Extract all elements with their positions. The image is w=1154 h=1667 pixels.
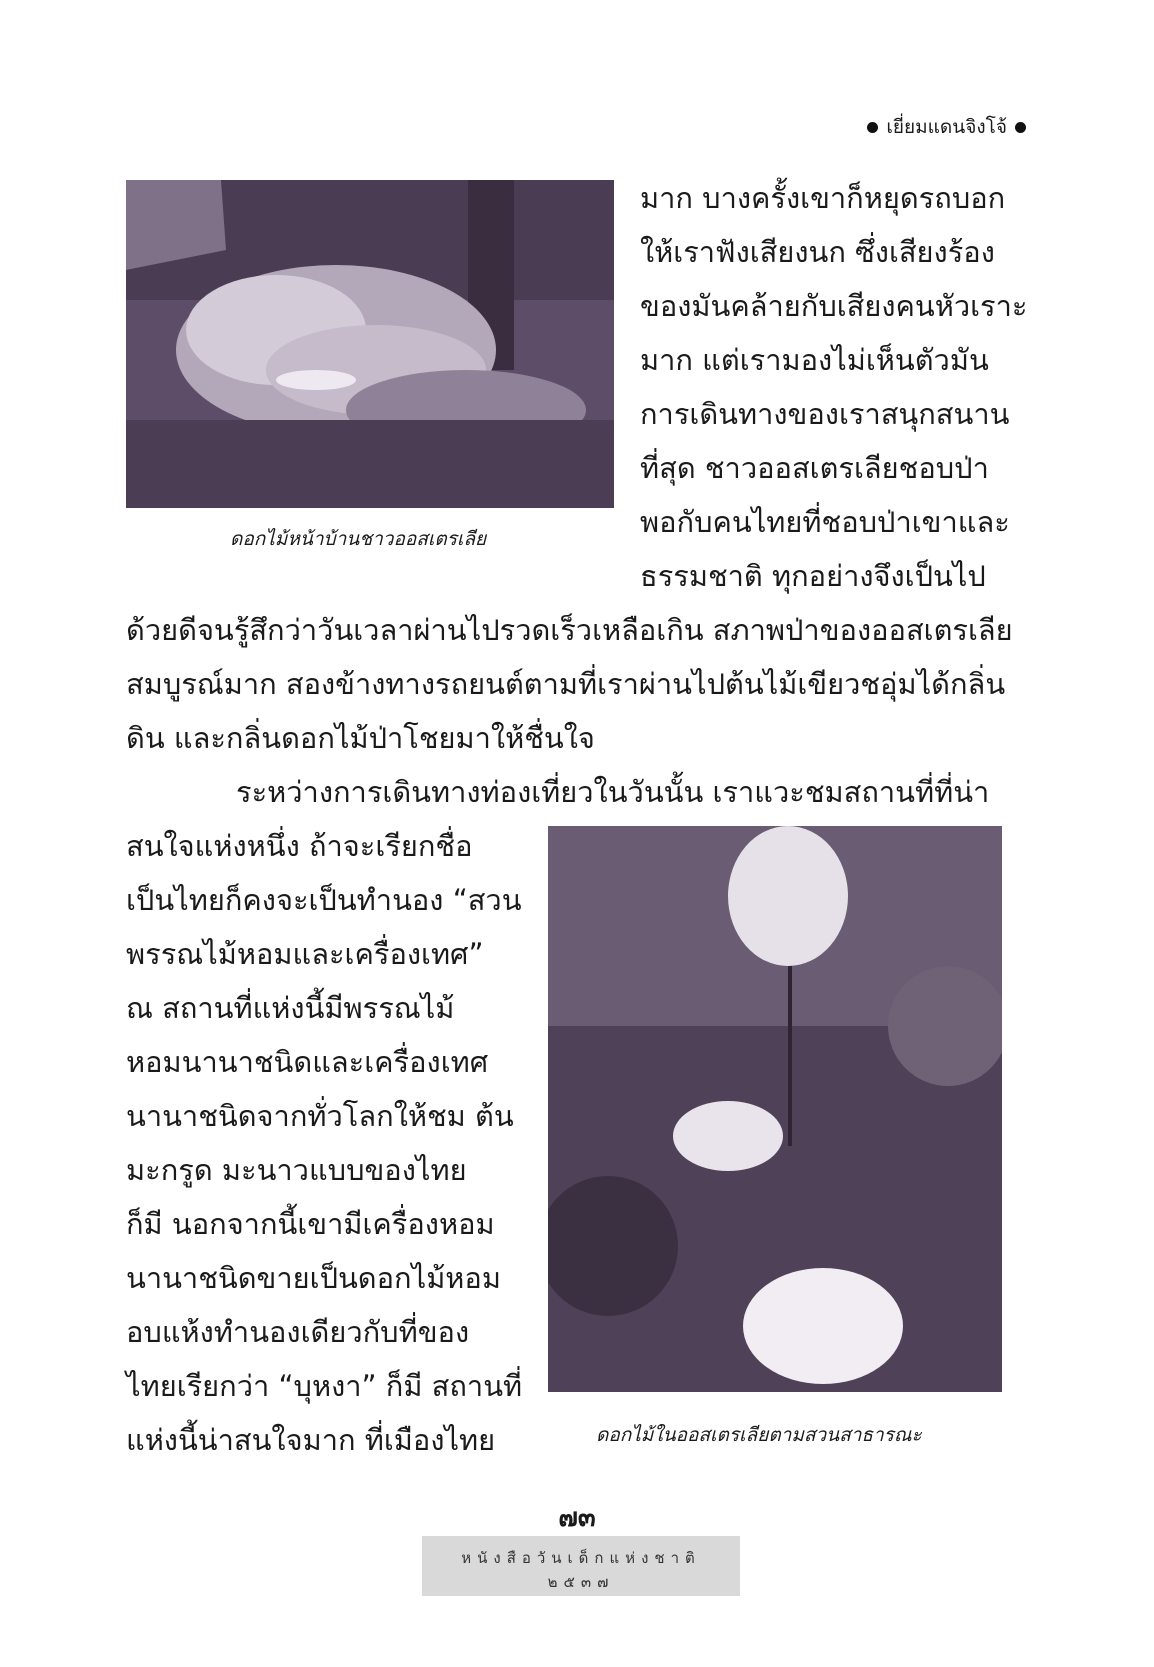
photo-garden-flowers xyxy=(126,180,614,508)
text-line: พอกับคนไทยที่ชอบป่าเขาและ xyxy=(640,505,1010,539)
bullet-icon xyxy=(1015,122,1026,133)
text-line: ที่สุด ชาวออสเตรเลียชอบป่า xyxy=(640,451,989,485)
text-line: พรรณไม้หอมและเครื่องเทศ” xyxy=(126,937,484,971)
text-line: มะกรูด มะนาวแบบของไทย xyxy=(126,1153,467,1187)
text-line: ก็มี นอกจากนี้เขามีเครื่องหอม xyxy=(126,1207,495,1241)
header-title: เยี่ยมแดนจิงโจ้ xyxy=(886,116,1007,138)
text-line: นานาชนิดจากทั่วโลกให้ชม ต้น xyxy=(126,1099,514,1133)
text-line: แห่งนี้น่าสนใจมาก ที่เมืองไทย xyxy=(126,1423,496,1457)
text-line: ดิน และกลิ่นดอกไม้ป่าโชยมาให้ชื่นใจ xyxy=(126,721,595,755)
footer-year: ๒๕๓๗ xyxy=(547,1573,615,1591)
text-line: ให้เราฟังเสียงนก ซึ่งเสียงร้อง xyxy=(640,235,995,269)
text-line: ธรรมชาติ ทุกอย่างจึงเป็นไป xyxy=(640,559,986,593)
text-line: ด้วยดีจนรู้สึกว่าวันเวลาผ่านไปรวดเร็วเหลือเกิน สภาพป่าของออสเตรเลีย xyxy=(126,613,1013,647)
text-line: ไทยเรียกว่า “บุหงา” ก็มี สถานที่ xyxy=(126,1369,523,1403)
text-line: นานาชนิดขายเป็นดอกไม้หอม xyxy=(126,1261,501,1295)
text-line: เป็นไทยก็คงจะเป็นทำนอง “สวน xyxy=(126,883,522,917)
page-number: ๗๓ xyxy=(558,1503,596,1533)
text-line: หอมนานาชนิดและเครื่องเทศ xyxy=(126,1045,489,1079)
photo2-caption: ดอกไม้ในออสเตรเลียตามสวนสาธารณะ xyxy=(596,1424,922,1446)
text-line: อบแห้งทำนองเดียวกับที่ของ xyxy=(126,1315,470,1349)
photo1-caption: ดอกไม้หน้าบ้านชาวออสเตรเลีย xyxy=(230,528,487,550)
photo-poppies xyxy=(548,826,1002,1392)
footer-title: หนังสือวันเด็กแห่งชาติ xyxy=(461,1549,701,1567)
text-line: ของมันคล้ายกับเสียงคนหัวเราะ xyxy=(640,289,1028,323)
footer-banner xyxy=(422,1536,740,1596)
text-line: การเดินทางของเราสนุกสนาน xyxy=(640,397,1010,431)
text-line: สนใจแห่งหนึ่ง ถ้าจะเรียกชื่อ xyxy=(126,829,473,863)
text-line: มาก บางครั้งเขาก็หยุดรถบอก xyxy=(640,181,1006,215)
text-line: ระหว่างการเดินทางท่องเที่ยวในวันนั้น เราแวะชมสถานที่ที่น่า xyxy=(236,775,990,809)
bullet-icon xyxy=(867,122,878,133)
running-header xyxy=(867,112,1026,142)
text-line: ณ สถานที่แห่งนี้มีพรรณไม้ xyxy=(126,991,455,1025)
text-line: สมบูรณ์มาก สองข้างทางรถยนต์ตามที่เราผ่านไปต้นไม้เขียวชอุ่มได้กลิ่น xyxy=(126,667,1006,701)
text-line: มาก แต่เรามองไม่เห็นตัวมัน xyxy=(640,343,989,377)
